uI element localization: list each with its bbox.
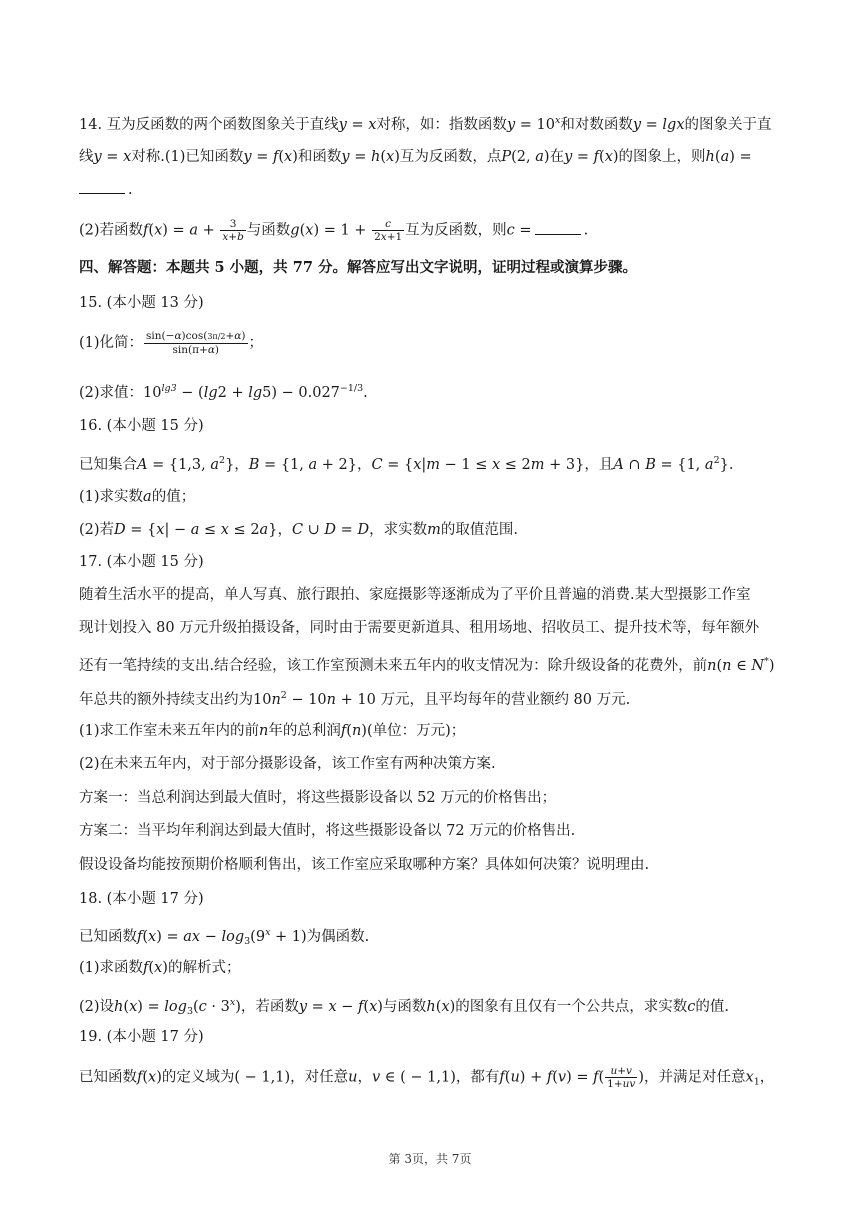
q17-plan-2: 方案二：当平均年利润达到最大值时，将这些摄影设备以 72 万元的价格售出. — [79, 823, 576, 839]
q17-part-2: (2)在未来五年内，对于部分摄影设备，该工作室有两种决策方案. — [79, 756, 496, 772]
q16-part-1: (1)求实数a的值； — [79, 489, 196, 505]
q17-plan-1: 方案一：当总利润达到最大值时，将这些摄影设备以 52 万元的价格售出； — [79, 790, 557, 806]
answer-blank[interactable] — [535, 222, 581, 235]
q16-line-1: 已知集合A = {1,3, $a^2$}，B = {1, a + 2}，C = {x|m − 1 ≤ x ≤ 2m + 3}，且A ∩ B = {1, $a^2$}. — [79, 455, 734, 473]
q19-header: 19. (本小题 17 分) — [79, 1029, 204, 1045]
q17-line-4: 年总共的额外持续支出约为$10n^2 - 10n + 10$ 万元，且平均每年的营业额约 80 万元. — [79, 690, 631, 708]
q14-line-1: 14. 互为反函数的两个函数图象关于直线y = x对称，如：指数函数$y = 10^x$和对数函数y = lgx的图象关于直 — [79, 115, 772, 133]
q17-line-3: 还有一笔持续的支出.结合经验，该工作室预测未来五年内的收支情况为：除升级设备的花费外，前n(n ∈ N*) — [79, 656, 775, 674]
page-footer: 第 3页，共 7页 — [388, 1152, 472, 1166]
q18-part-1: (1)求函数f(x)的解析式； — [79, 960, 241, 976]
q18-line-1: 已知函数f(x) = ax − $\log_3(9^x + 1)$为偶函数. — [79, 927, 370, 947]
q17-line-1: 随着生活水平的提高，单人写真、旅行跟拍、家庭摄影等逐渐成为了平价且普遍的消费.某大型摄影工作室 — [79, 587, 751, 603]
q19-line-1: 已知函数f(x)的定义域为( − 1,1)，对任意u，v ∈ ( − 1,1)，都有f(u) + f(v) = f( $\frac{u+v}{1+uv}$ )，并满足对任意$x_1$， — [79, 1065, 775, 1090]
q16-part-2: (2)若D = {x| − a ≤ x ≤ 2a}，C ∪ D = D，求实数m的取值范围. — [79, 522, 518, 538]
q14-line-3: . — [79, 180, 800, 200]
q17-part-1: (1)求工作室未来五年内的前n年的总利润f(n)(单位：万元)； — [79, 723, 466, 739]
q16-header: 16. (本小题 15 分) — [79, 418, 204, 434]
q15-part-2: (2)求值：$10^{lg3} - (\lg 2 + \lg 5) - 0.027^{-1/3}$. — [79, 383, 368, 401]
q14-line-4: (2)若函数f(x) = a + $\frac{3}{x+b}$ 与函数g(x) = 1 + $\frac{c}{2x+1}$ 互为反函数，则c = . — [79, 218, 589, 243]
q14-line-2: 线y = x对称.(1)已知函数y = f(x)和函数y = h(x)互为反函数，点P(2, a)在y = f(x)的图象上，则h(a) = — [79, 149, 752, 165]
q15-header: 15. (本小题 13 分) — [79, 295, 204, 311]
section-heading: 四、解答题：本题共 5 小题，共 77 分。解答应写出文字说明，证明过程或演算步骤。 — [79, 259, 637, 276]
answer-blank[interactable] — [79, 181, 125, 194]
q17-header: 17. (本小题 15 分) — [79, 554, 204, 570]
q18-part-2: (2)设$h(x) = \log_3(c \cdot 3^x)$，若函数y = x − f(x)与函数h(x)的图象有且仅有一个公共点，求实数c的值. — [79, 997, 730, 1017]
q17-last: 假设设备均能按预期价格顺利售出，该工作室应采取哪种方案？具体如何决策？说明理由. — [79, 857, 650, 873]
q15-part-1: (1)化简： $\frac{\sin(-\alpha)\cos(3\pi/2+\alpha)}{\sin(\pi+\alpha)}$ ； — [79, 330, 263, 356]
q18-header: 18. (本小题 17 分) — [79, 891, 204, 907]
q17-line-2: 现计划投入 80 万元升级拍摄设备，同时由于需要更新道具、租用场地、招收员工、提升技术等，每年额外 — [79, 620, 760, 636]
